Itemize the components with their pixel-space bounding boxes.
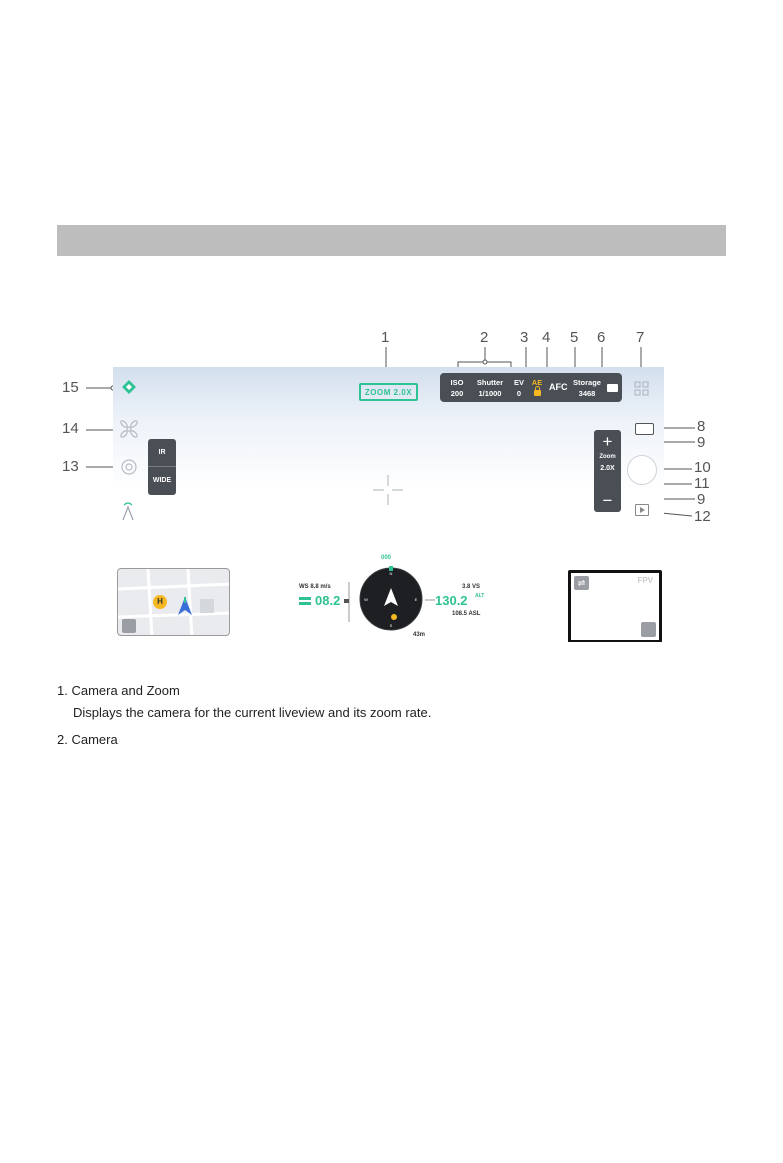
desc-1-title: 1. Camera and Zoom bbox=[57, 683, 180, 698]
callout-8: 8 bbox=[697, 418, 706, 435]
signal-antenna-icon bbox=[121, 501, 135, 521]
afc-label: AFC bbox=[549, 382, 568, 392]
shutter-label: Shutter bbox=[476, 378, 504, 387]
ir-button[interactable]: IR bbox=[158, 449, 166, 456]
storage-label: Storage bbox=[573, 378, 601, 387]
liveview-screen bbox=[113, 367, 664, 642]
camera-switch-panel bbox=[148, 439, 176, 495]
ev-value: 0 bbox=[516, 389, 522, 398]
fpv-expand-button[interactable] bbox=[641, 622, 656, 637]
compass-dial bbox=[358, 566, 424, 632]
callout-12: 12 bbox=[694, 508, 711, 525]
vertical-scale bbox=[341, 582, 353, 622]
zoom-label: Zoom bbox=[599, 454, 616, 460]
zoom-in-button[interactable]: + bbox=[602, 432, 613, 451]
fpv-view[interactable] bbox=[568, 570, 662, 642]
callout-7: 7 bbox=[636, 329, 645, 346]
callout-9: 9 bbox=[697, 434, 706, 451]
svg-text:E: E bbox=[414, 597, 418, 602]
asl-label: 108.5 ASL bbox=[452, 611, 481, 617]
zoom-out-button[interactable]: − bbox=[602, 491, 613, 510]
vertical-speed-label: 3.8 VS bbox=[462, 584, 481, 590]
storage-param bbox=[572, 377, 602, 399]
compass[interactable] bbox=[358, 566, 424, 632]
wind-speed-label: WS 8.8 m/s bbox=[299, 584, 331, 590]
iso-value: 200 bbox=[450, 389, 464, 398]
svg-text:S: S bbox=[389, 623, 393, 628]
horizontal-speed: 08.2 bbox=[315, 593, 341, 608]
storage-value: 3468 bbox=[578, 389, 596, 398]
callout-2: 2 bbox=[480, 329, 489, 346]
callout-4: 4 bbox=[542, 329, 551, 346]
zoom-indicator-text: ZOOM 2.0X bbox=[364, 387, 413, 397]
mini-map[interactable] bbox=[117, 568, 230, 636]
swap-view-icon[interactable]: ⇌ bbox=[574, 576, 589, 590]
desc-1-body: Displays the camera for the current liveview and its zoom rate. bbox=[73, 705, 432, 720]
settings-grid-icon[interactable] bbox=[634, 381, 649, 396]
callout-6: 6 bbox=[597, 329, 606, 346]
callout-9b: 9 bbox=[697, 491, 706, 508]
altitude-value: 130.2 bbox=[435, 593, 468, 608]
zoom-value[interactable]: 2.0X bbox=[600, 465, 615, 472]
zoom-control bbox=[594, 430, 621, 512]
shutter-value: 1/1000 bbox=[478, 389, 502, 398]
desc-2-title: 2. Camera bbox=[57, 732, 118, 747]
divider bbox=[148, 466, 176, 467]
shutter-param bbox=[472, 377, 508, 399]
ae-lock-param[interactable] bbox=[531, 377, 543, 396]
map-expand-button[interactable] bbox=[122, 619, 136, 633]
aircraft-propeller-icon[interactable] bbox=[119, 419, 139, 439]
callout-3: 3 bbox=[520, 329, 529, 346]
svg-text:W: W bbox=[364, 597, 368, 602]
heading-value: 000 bbox=[381, 555, 392, 561]
center-crosshair-icon bbox=[373, 475, 403, 505]
distance-label: 43m bbox=[413, 632, 426, 638]
playback-icon[interactable] bbox=[635, 504, 649, 516]
ev-label: EV bbox=[513, 378, 524, 387]
afc-param[interactable] bbox=[549, 382, 567, 393]
callout-10: 10 bbox=[694, 459, 711, 476]
callout-5: 5 bbox=[570, 329, 579, 346]
fpv-label: FPV bbox=[637, 576, 653, 585]
ev-param bbox=[513, 377, 525, 399]
aircraft-position-icon bbox=[178, 597, 192, 615]
camera-parameters-panel[interactable] bbox=[440, 373, 622, 402]
callout-1: 1 bbox=[381, 329, 390, 346]
iso-param bbox=[447, 377, 467, 399]
home-point-marker: H bbox=[153, 595, 167, 609]
shooting-mode-icon[interactable] bbox=[635, 423, 654, 435]
callout-13: 13 bbox=[62, 458, 79, 475]
shutter-button[interactable] bbox=[627, 455, 657, 485]
callout-11: 11 bbox=[694, 475, 710, 492]
iso-label: ISO bbox=[450, 378, 464, 387]
speed-icon bbox=[299, 596, 311, 606]
callout-14: 14 bbox=[62, 420, 79, 437]
svg-text:N: N bbox=[389, 571, 393, 576]
camera-info-icon[interactable] bbox=[607, 384, 618, 392]
lock-icon bbox=[534, 390, 541, 396]
aircraft-status-icon[interactable] bbox=[122, 380, 136, 394]
gimbal-target-icon[interactable] bbox=[120, 458, 138, 476]
camera-zoom-indicator[interactable] bbox=[359, 383, 418, 401]
ae-label: AE bbox=[531, 378, 543, 387]
altitude-unit: ALT bbox=[475, 593, 485, 599]
wide-button[interactable]: WIDE bbox=[152, 477, 172, 484]
callout-15: 15 bbox=[62, 379, 79, 396]
